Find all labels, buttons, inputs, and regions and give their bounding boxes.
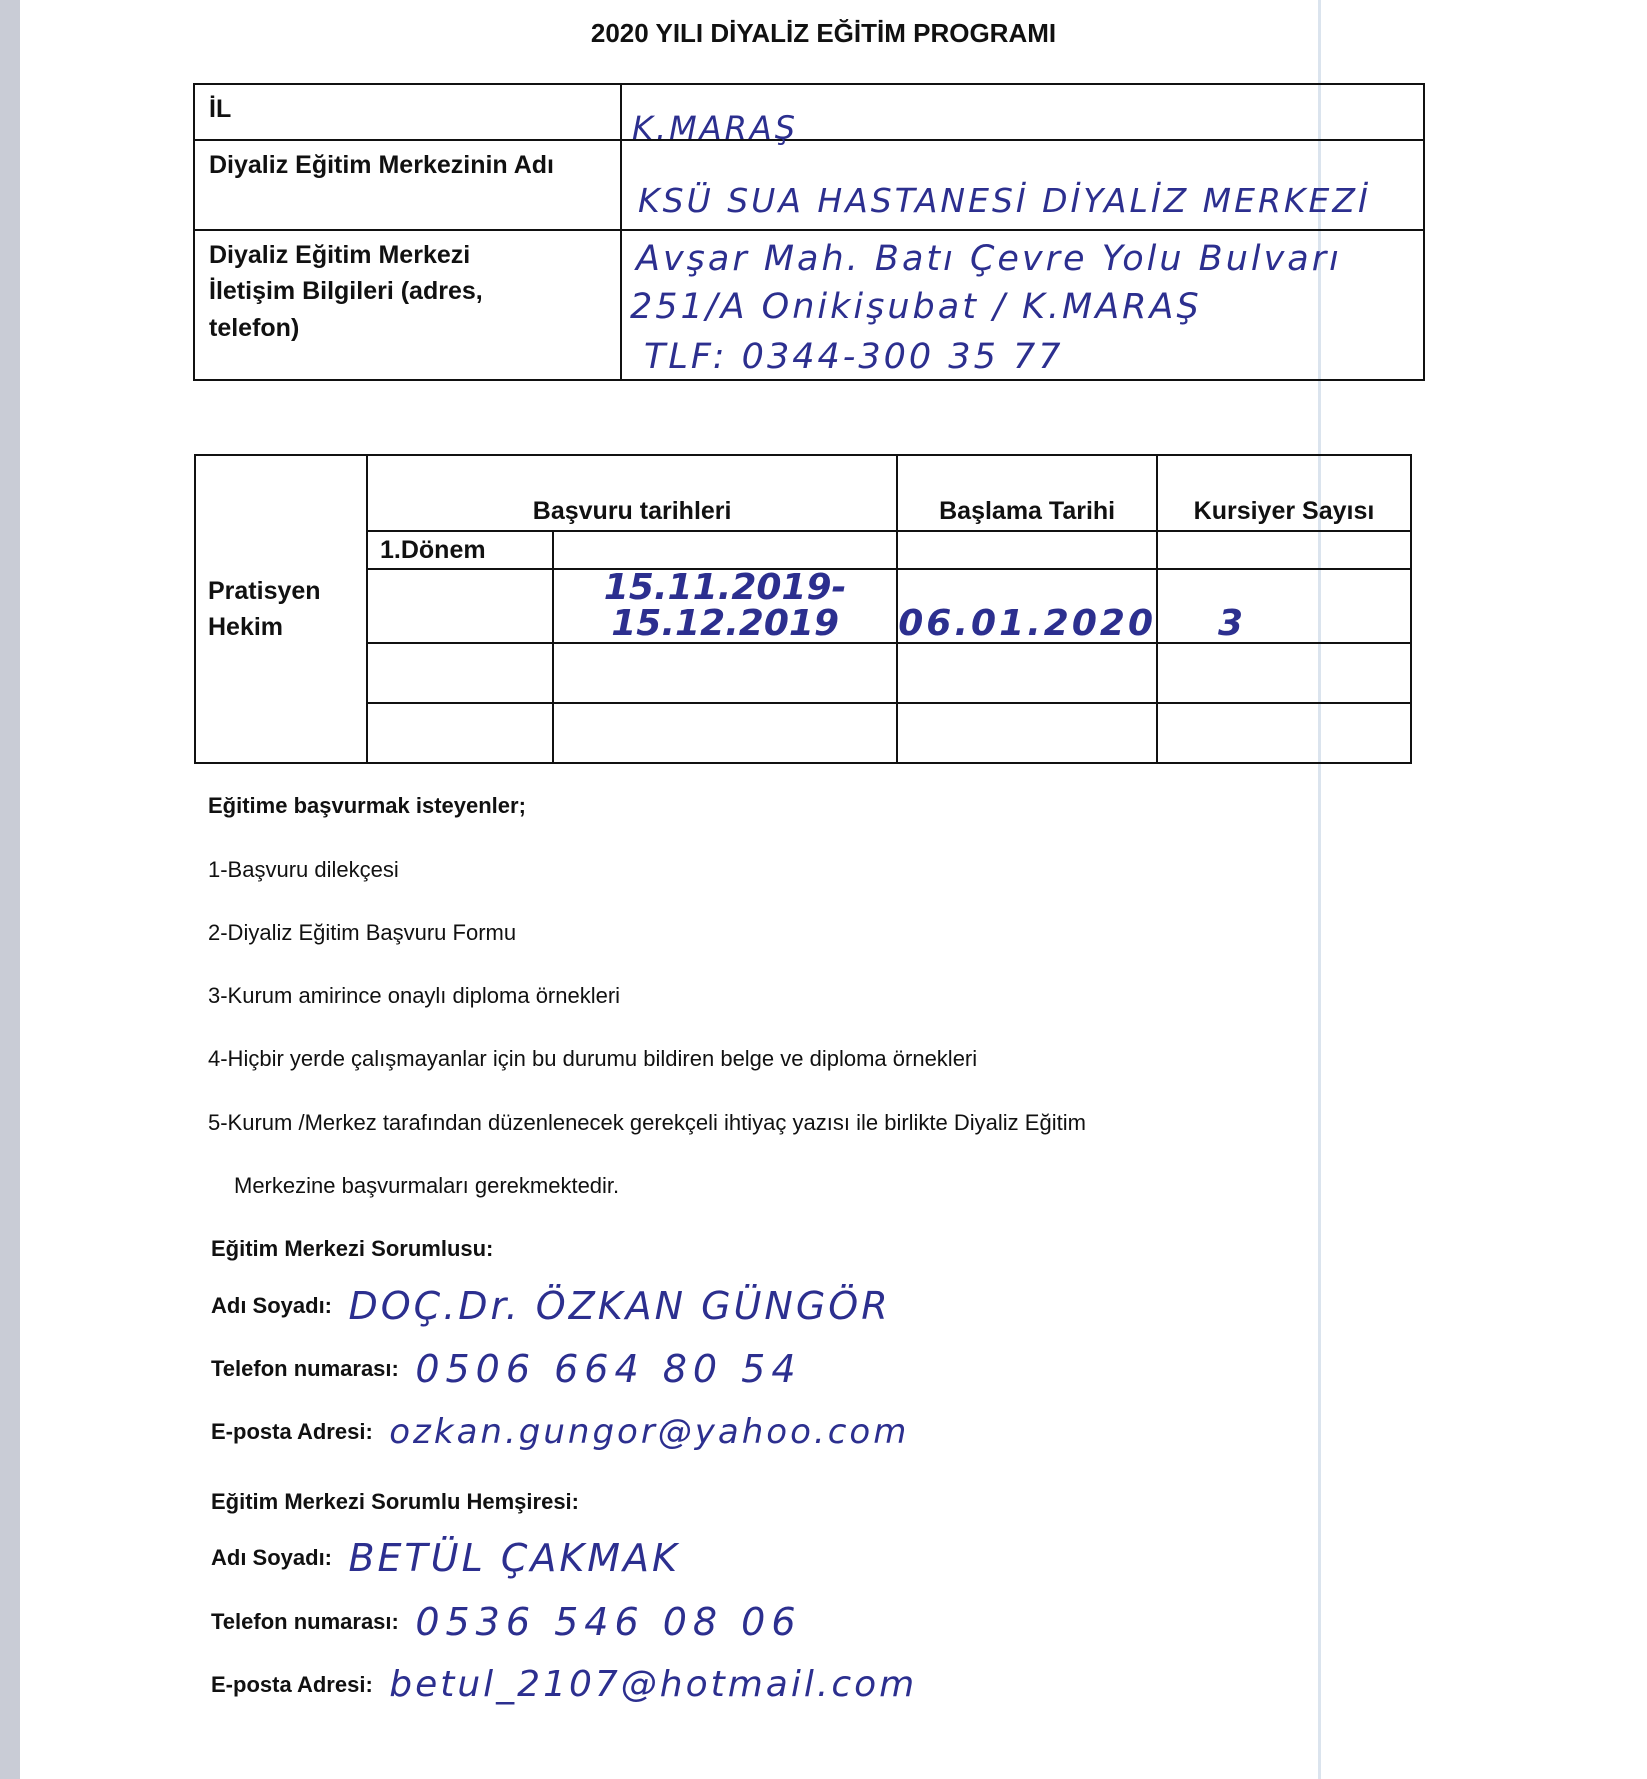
responsible-email-value: ozkan.gungor@yahoo.com	[389, 1412, 910, 1452]
empty-cell	[897, 643, 1157, 703]
nurse-phone-field	[211, 1600, 802, 1644]
col-application-header: Başvuru tarihleri	[367, 455, 897, 531]
empty-cell	[367, 569, 553, 643]
contact-cell	[621, 230, 1424, 380]
requirement-item: 3-Kurum amirince onaylı diploma örnekleri	[208, 983, 621, 1008]
responsible-email-field	[211, 1412, 909, 1452]
empty-cell	[1157, 643, 1411, 703]
center-name-value: KSÜ SUA HASTANESİ DİYALİZ MERKEZİ	[638, 181, 1371, 220]
responsible-phone-value: 0506 664 80 54	[415, 1347, 802, 1391]
empty-cell	[367, 703, 553, 763]
application-dates-value: 15.11.2019-15.12.2019	[553, 569, 897, 643]
nurse-email-label: E-posta Adresi:	[211, 1671, 373, 1697]
requirements-heading: Eğitime başvurmak isteyenler;	[208, 793, 526, 818]
schedule-table	[194, 454, 1412, 764]
il-value: K.MARAŞ	[632, 109, 799, 147]
nurse-name-field	[211, 1536, 680, 1580]
responsible-phone-field	[211, 1347, 802, 1391]
group-label-cell	[195, 455, 367, 763]
nurse-heading: Eğitim Merkezi Sorumlu Hemşiresi:	[211, 1489, 579, 1514]
requirement-continuation: Merkezine başvurmaları gerekmektedir.	[234, 1173, 620, 1198]
address-line-2: 251/A Onikişubat / K.MARAŞ	[630, 287, 1202, 327]
group-label-line-1: Pratisyen	[208, 576, 321, 605]
nurse-email-field	[211, 1664, 917, 1705]
responsible-name-label: Adı Soyadı:	[211, 1293, 333, 1318]
empty-cell	[897, 703, 1157, 763]
center-info-table	[193, 83, 1425, 381]
page-title: 2020 YILI DİYALİZ EĞİTİM PROGRAMI	[590, 18, 1057, 48]
scan-left-edge	[0, 0, 20, 1779]
col-start-header: Başlama Tarihi	[897, 455, 1157, 531]
trainee-count-value: 3	[1157, 569, 1411, 643]
il-cell	[621, 84, 1424, 147]
empty-cell	[1157, 531, 1411, 569]
empty-cell	[897, 531, 1157, 569]
empty-cell	[367, 643, 553, 703]
group-label-line-2: Hekim	[208, 613, 284, 641]
responsible-phone-label: Telefon numarası:	[211, 1356, 399, 1381]
contact-label-line-1: Diyaliz Eğitim Merkezi	[209, 241, 471, 269]
nurse-name-label: Adı Soyadı:	[211, 1545, 333, 1570]
period-label: 1.Dönem	[367, 531, 553, 569]
col-count-header: Kursiyer Sayısı	[1157, 455, 1411, 531]
nurse-email-value: betul_2107@hotmail.com	[389, 1664, 918, 1705]
nurse-phone-value: 0536 546 08 06	[415, 1600, 802, 1644]
responsible-name-field	[211, 1284, 891, 1328]
requirement-item: 4-Hiçbir yerde çalışmayanlar için bu durumu bildiren belge ve diploma örnekleri	[208, 1046, 978, 1071]
responsible-email-label: E-posta Adresi:	[211, 1419, 373, 1444]
responsible-name-value: DOÇ.Dr. ÖZKAN GÜNGÖR	[348, 1284, 891, 1328]
contact-label-line-2: İletişim Bilgileri (adres,	[209, 277, 483, 306]
requirement-item: 2-Diyaliz Eğitim Başvuru Formu	[208, 920, 517, 945]
start-date-value: 06.01.2020	[897, 569, 1157, 643]
address-line-1: Avşar Mah. Batı Çevre Yolu Bulvarı	[636, 239, 1342, 279]
nurse-phone-label: Telefon numarası:	[211, 1609, 399, 1634]
empty-cell	[553, 531, 897, 569]
empty-cell	[1157, 703, 1411, 763]
nurse-name-value: BETÜL ÇAKMAK	[348, 1536, 680, 1580]
empty-cell	[553, 703, 897, 763]
contact-label-line-3: telefon)	[209, 313, 300, 342]
requirement-item: 1-Başvuru dilekçesi	[208, 857, 399, 882]
responsible-heading: Eğitim Merkezi Sorumlusu:	[211, 1236, 494, 1261]
empty-cell	[553, 643, 897, 703]
center-name-cell	[621, 140, 1424, 230]
contact-label	[194, 230, 621, 380]
center-name-label: Diyaliz Eğitim Merkezinin Adı	[194, 140, 621, 230]
il-label: İL	[194, 84, 621, 140]
requirement-item: 5-Kurum /Merkez tarafından düzenlenecek gerekçeli ihtiyaç yazısı ile birlikte Diyaliz Eğitim	[208, 1110, 1086, 1135]
phone-value: TLF: 0344-300 35 77	[644, 337, 1064, 377]
